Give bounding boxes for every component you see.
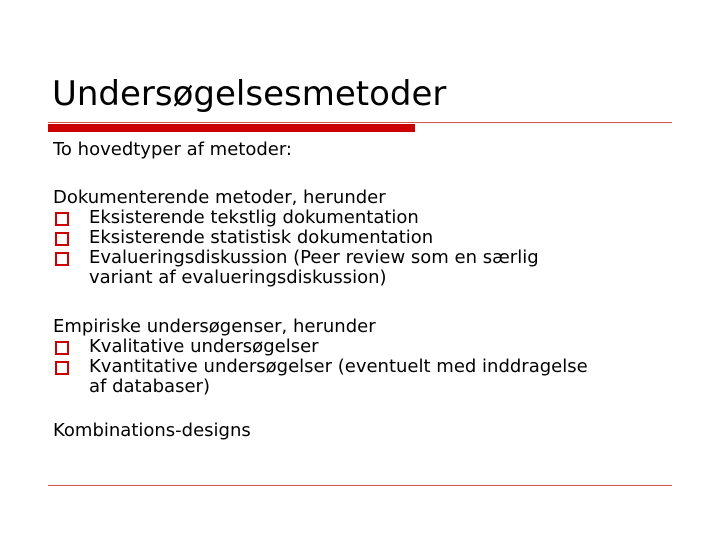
section-heading-empirical: Empiriske undersøgenser, herunder bbox=[53, 316, 376, 337]
square-bullet-icon bbox=[55, 341, 69, 355]
intro-text: To hovedtyper af metoder: bbox=[53, 139, 292, 160]
section-heading-documenting: Dokumenterende metoder, herunder bbox=[53, 187, 386, 208]
slide-body bbox=[53, 140, 693, 441]
closing-text: Kombinations-designs bbox=[53, 420, 251, 441]
bullet-text-continued: variant af evalueringsdiskussion) bbox=[89, 267, 387, 288]
bullet-text: Eksisterende statistisk dokumentation bbox=[89, 227, 434, 248]
bullet-text: Evalueringsdiskussion (Peer review som en særlig bbox=[89, 247, 539, 268]
square-bullet-icon bbox=[55, 361, 69, 375]
title-accent-bar bbox=[48, 124, 415, 132]
slide-title: Undersøgelsesmetoder bbox=[52, 74, 447, 114]
bullet-item bbox=[53, 228, 693, 248]
bullet-text-continued: af databaser) bbox=[89, 376, 210, 397]
title-divider-line bbox=[48, 122, 672, 123]
bullet-item bbox=[53, 248, 693, 288]
bullet-text: Kvantitative undersøgelser (eventuelt med inddragelse bbox=[89, 356, 588, 377]
bullet-item bbox=[53, 208, 693, 228]
square-bullet-icon bbox=[55, 232, 69, 246]
bullet-item bbox=[53, 337, 693, 357]
bullet-item bbox=[53, 357, 693, 397]
square-bullet-icon bbox=[55, 252, 69, 266]
footer-divider-line bbox=[48, 485, 672, 486]
square-bullet-icon bbox=[55, 212, 69, 226]
bullet-text: Eksisterende tekstlig dokumentation bbox=[89, 207, 419, 228]
bullet-text: Kvalitative undersøgelser bbox=[89, 336, 319, 357]
